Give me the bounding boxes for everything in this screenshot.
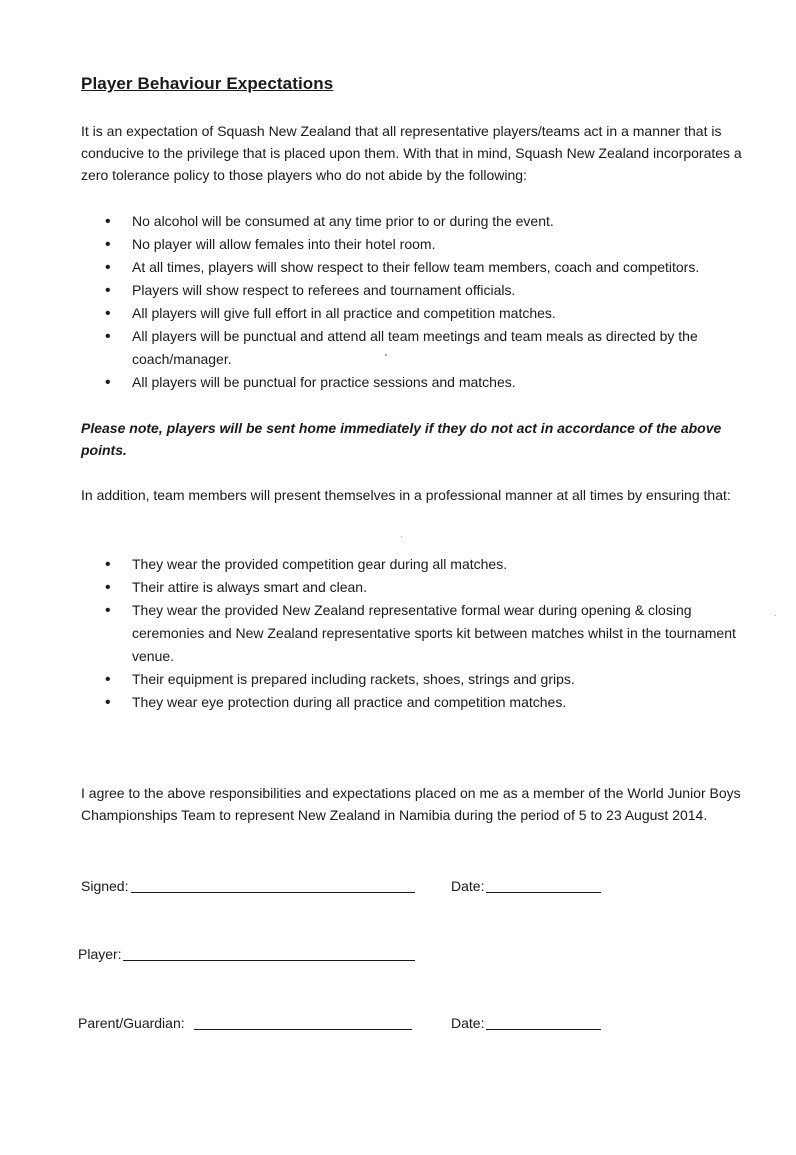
date-label: Date: bbox=[451, 878, 485, 894]
page-title: Player Behaviour Expectations bbox=[81, 74, 334, 93]
parent-guardian-label: Parent/Guardian: bbox=[78, 1015, 185, 1031]
date-field[interactable] bbox=[486, 892, 601, 893]
list-item: • They wear the provided New Zealand representative formal wear during opening & closing ceremonies and New Zealand representative sports kit between matches whilst in the tournament venue. bbox=[105, 599, 755, 668]
intro-paragraph: It is an expectation of Squash New Zealand that all representative players/teams act in a manner that is conducive to the privilege that is placed upon them. With that in mind, Squash New Zealand incorporates a zero tolerance policy to those players who do not abide by the following: bbox=[81, 123, 742, 183]
agreement-paragraph: I agree to the above responsibilities and expectations placed on me as a member of the World Junior Boys Championships Team to represent New Zealand in Namibia during the period of 5 to 23 August 2014. bbox=[81, 785, 741, 823]
presentation-list bbox=[105, 553, 755, 714]
list-item: • They wear the provided competition gear during all matches. bbox=[105, 553, 755, 576]
signed-field[interactable] bbox=[131, 892, 415, 893]
player-field[interactable] bbox=[123, 960, 415, 961]
player-label: Player: bbox=[78, 946, 122, 962]
list-item: • All players will be punctual and attend all team meetings and team meals as directed by the coach/manager. bbox=[105, 325, 755, 371]
scan-speck bbox=[775, 615, 776, 616]
warning-note: Please note, players will be sent home immediately if they do not act in accordance of the above points. bbox=[81, 420, 722, 458]
list-item: • Their attire is always smart and clean. bbox=[105, 576, 755, 599]
list-item: • Players will show respect to referees and tournament officials. bbox=[105, 279, 755, 302]
rules-list bbox=[105, 210, 755, 394]
list-item: • At all times, players will show respect to their fellow team members, coach and competitors. bbox=[105, 256, 755, 279]
date-label-2: Date: bbox=[451, 1015, 485, 1031]
list-item: • They wear eye protection during all practice and competition matches. bbox=[105, 691, 755, 714]
scan-speck bbox=[385, 354, 387, 356]
list-item: • All players will be punctual for practice sessions and matches. bbox=[105, 371, 755, 394]
list-item: • No player will allow females into their hotel room. bbox=[105, 233, 755, 256]
scan-speck bbox=[401, 536, 402, 537]
addition-paragraph: In addition, team members will present themselves in a professional manner at all times by ensuring that: bbox=[81, 487, 731, 503]
list-item: • All players will give full effort in all practice and competition matches. bbox=[105, 302, 755, 325]
parent-guardian-field[interactable] bbox=[194, 1029, 412, 1030]
signed-label: Signed: bbox=[81, 878, 129, 894]
date-field-2[interactable] bbox=[486, 1029, 601, 1030]
list-item: • Their equipment is prepared including rackets, shoes, strings and grips. bbox=[105, 668, 755, 691]
list-item: • No alcohol will be consumed at any time prior to or during the event. bbox=[105, 210, 755, 233]
